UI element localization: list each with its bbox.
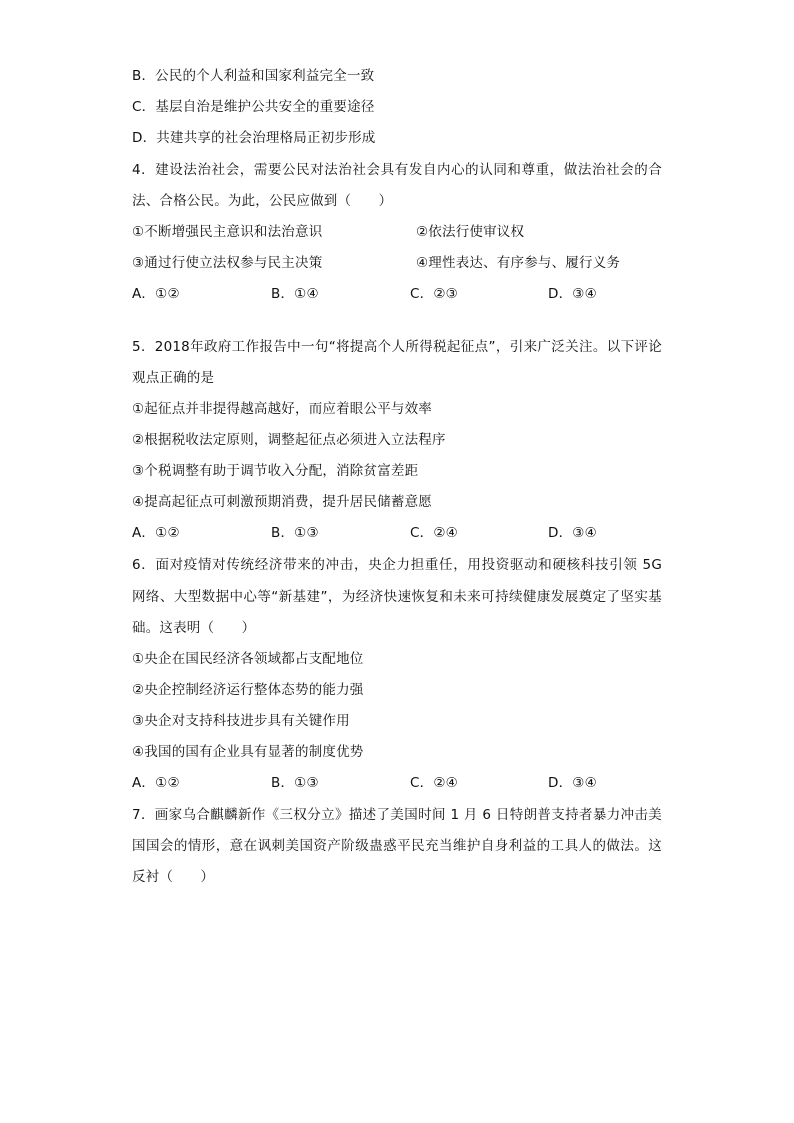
- q4-statement-2: ②依法行使审议权: [416, 224, 525, 240]
- q3-option-c: C．基层自治是维护公共安全的重要途径: [132, 99, 375, 115]
- q4-statement-3: ③通过行使立法权参与民主决策: [132, 255, 323, 271]
- q5-option-a: A．①②: [132, 525, 180, 541]
- q4-option-a: A．①②: [132, 286, 180, 302]
- q6-statement-3: ③央企对支持科技进步具有关键作用: [132, 713, 350, 729]
- q6-statement-1: ①央企在国民经济各领域都占支配地位: [132, 651, 364, 667]
- q4-statement-4: ④理性表达、有序参与、履行义务: [416, 255, 621, 271]
- q4-statement-1: ①不断增强民主意识和法治意识: [132, 224, 323, 240]
- q6-stem-line3: 础。这表明（ ）: [132, 620, 256, 636]
- q5-stem-line1: 5．2018年政府工作报告中一句“将提高个人所得税起征点”，引来广泛关注。以下评论: [132, 339, 662, 355]
- q5-stem-line2: 观点正确的是: [132, 370, 215, 386]
- q7-stem-line1: 7．画家乌合麒麟新作《三权分立》描述了美国时间 1 月 6 日特朗普支持者暴力冲击美: [132, 807, 662, 823]
- q5-statement-4: ④提高起征点可刺激预期消费，提升居民储蓄意愿: [132, 494, 433, 510]
- q6-stem-line1: 6．面对疫情对传统经济带来的冲击，央企力担重任，用投资驱动和硬核科技引领 5G: [132, 557, 662, 573]
- q3-option-d: D．共建共享的社会治理格局正初步形成: [132, 130, 376, 146]
- q5-option-c: C．②④: [410, 525, 458, 541]
- q4-option-c: C．②③: [410, 286, 458, 302]
- q5-option-d: D．③④: [548, 525, 597, 541]
- q6-option-b: B．①③: [271, 775, 319, 791]
- q6-option-d: D．③④: [548, 775, 597, 791]
- q4-stem-line1: 4．建设法治社会，需要公民对法治社会具有发自内心的认同和尊重，做法治社会的合: [132, 162, 662, 178]
- q6-option-c: C．②④: [410, 775, 458, 791]
- q6-stem-line2: 网络、大型数据中心等“新基建”，为经济快速恢复和未来可持续健康发展奠定了坚实基: [132, 589, 662, 605]
- q6-statement-4: ④我国的国有企业具有显著的制度优势: [132, 744, 364, 760]
- q7-stem-line2: 国国会的情形，意在讽刺美国资产阶级蛊惑平民充当维护自身利益的工具人的做法。这: [132, 838, 662, 854]
- q4-option-b: B．①④: [271, 286, 319, 302]
- q5-option-b: B．①③: [271, 525, 319, 541]
- q3-option-b: B．公民的个人利益和国家利益完全一致: [132, 68, 375, 84]
- q6-option-a: A．①②: [132, 775, 180, 791]
- q4-stem-line2: 法、合格公民。为此，公民应做到（ ）: [132, 193, 393, 209]
- q7-stem-line3: 反衬（ ）: [132, 869, 215, 885]
- q4-option-d: D．③④: [548, 286, 597, 302]
- q5-statement-1: ①起征点并非提得越高越好，而应着眼公平与效率: [132, 401, 433, 417]
- q6-statement-2: ②央企控制经济运行整体态势的能力强: [132, 682, 364, 698]
- q5-statement-3: ③个税调整有助于调节收入分配，消除贫富差距: [132, 463, 419, 479]
- q5-statement-2: ②根据税收法定原则，调整起征点必须进入立法程序: [132, 432, 446, 448]
